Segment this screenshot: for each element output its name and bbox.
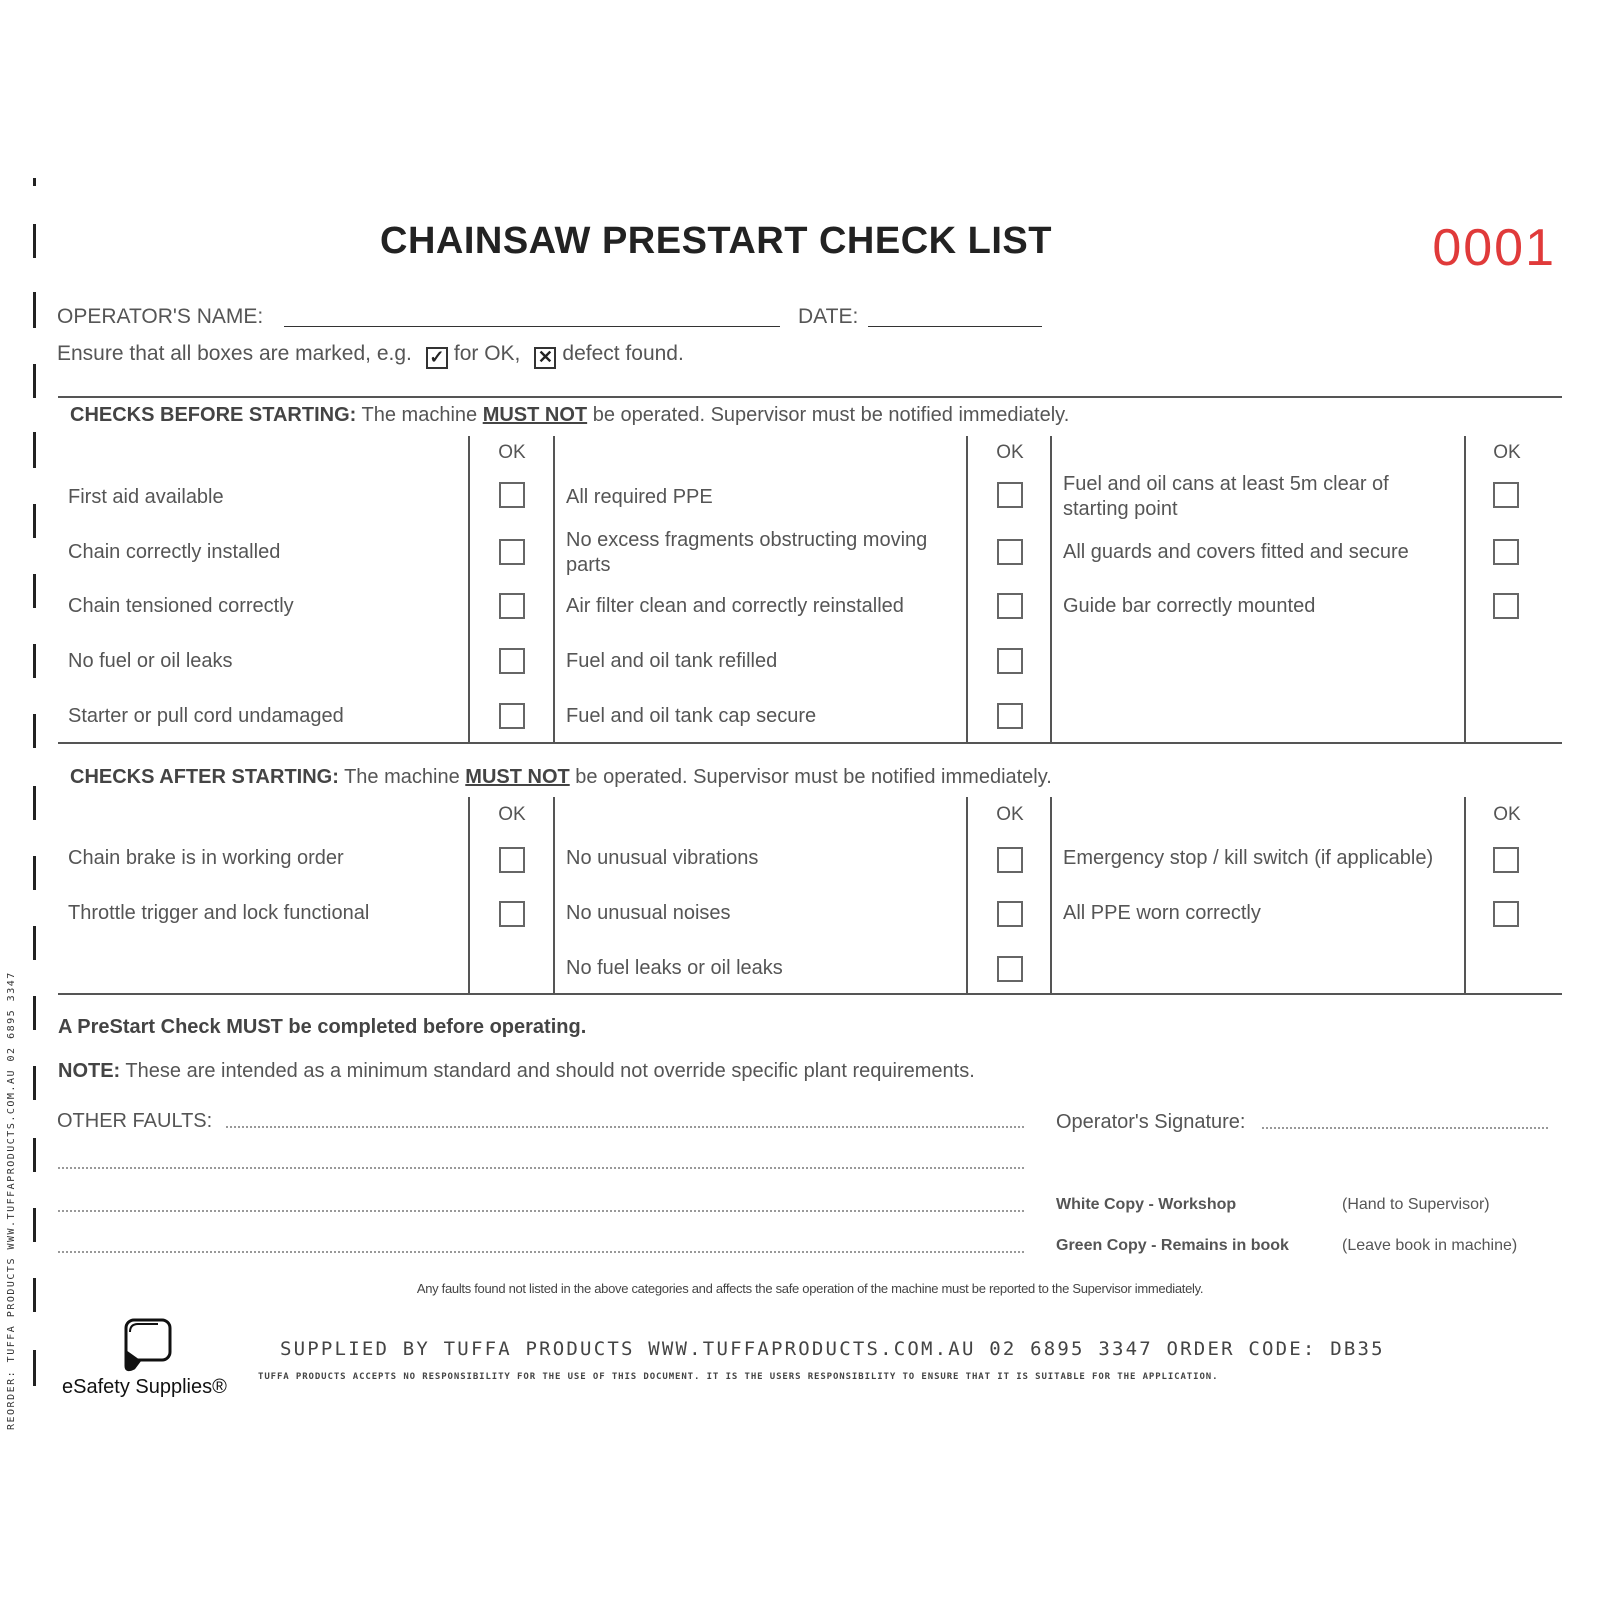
column-divider	[468, 797, 470, 993]
binding-mark	[33, 926, 36, 960]
supplied-by-line: SUPPLIED BY TUFFA PRODUCTS WWW.TUFFAPRODUCTS.COM.AU 02 6895 3347 ORDER CODE: DB35	[280, 1338, 1385, 1360]
binding-mark	[33, 224, 36, 258]
check-item: Fuel and oil cans at least 5m clear of starting point	[1063, 473, 1389, 520]
date-field[interactable]	[868, 326, 1042, 327]
after-section-heading	[70, 766, 1052, 789]
binding-mark	[33, 432, 36, 468]
column-divider	[1464, 436, 1466, 742]
after-heading-text1: The machine	[344, 766, 460, 788]
binding-mark	[33, 1066, 36, 1100]
ok-checkbox[interactable]	[997, 593, 1023, 619]
ok-checkbox[interactable]	[997, 648, 1023, 674]
before-heading-text2: be operated. Supervisor must be notified immediately.	[592, 404, 1070, 426]
ok-checkbox[interactable]	[997, 539, 1023, 565]
check-item: Fuel and oil tank refilled	[566, 650, 778, 672]
check-item: Chain tensioned correctly	[68, 595, 294, 617]
ok-checkbox[interactable]	[997, 901, 1023, 927]
for-ok-text: for OK,	[453, 342, 521, 365]
after-heading-bold: CHECKS AFTER STARTING:	[70, 766, 339, 788]
before-heading-text1: The machine	[361, 404, 478, 426]
note-label: NOTE:	[58, 1060, 121, 1082]
check-item: No fuel leaks or oil leaks	[566, 957, 783, 979]
green-copy-note: (Leave book in machine)	[1342, 1237, 1518, 1254]
ensure-text: Ensure that all boxes are marked, e.g.	[57, 342, 412, 365]
ok-header: OK	[1493, 442, 1521, 463]
ok-header: OK	[498, 804, 526, 825]
divider	[58, 396, 1562, 398]
reorder-side-text: REORDER: TUFFA PRODUCTS WWW.TUFFAPRODUCTS.COM.AU 02 6895 3347	[6, 971, 17, 1430]
binding-mark	[33, 644, 36, 678]
binding-mark	[33, 856, 36, 890]
ok-checkbox[interactable]	[499, 703, 525, 729]
ok-checkbox[interactable]	[499, 847, 525, 873]
ok-checkbox[interactable]	[997, 482, 1023, 508]
after-heading-text2: be operated. Supervisor must be notified immediately.	[575, 766, 1052, 788]
prestart-notice	[58, 1016, 586, 1039]
ok-checkbox[interactable]	[499, 539, 525, 565]
column-divider	[966, 436, 968, 742]
ok-checkbox[interactable]	[1493, 482, 1519, 508]
check-item: All PPE worn correctly	[1063, 902, 1261, 924]
prestart-notice-text: A PreStart Check MUST be completed before operating.	[58, 1016, 587, 1038]
cross-example-icon: ✕	[534, 347, 556, 369]
check-item: No excess fragments obstructing moving parts	[566, 529, 928, 576]
binding-mark	[33, 1208, 36, 1242]
divider	[58, 993, 1562, 995]
divider	[58, 742, 1562, 744]
ok-checkbox[interactable]	[499, 901, 525, 927]
ok-checkbox[interactable]	[499, 648, 525, 674]
other-faults-field[interactable]	[58, 1210, 1024, 1212]
before-heading-must-not: MUST NOT	[482, 404, 588, 426]
binding-mark	[33, 786, 36, 820]
other-faults-field[interactable]	[58, 1167, 1024, 1169]
signature-label: Operator's Signature:	[1056, 1111, 1246, 1133]
white-copy-label: White Copy - Workshop	[1056, 1196, 1237, 1213]
check-item: Emergency stop / kill switch (if applicable)	[1063, 847, 1434, 869]
note-text: These are intended as a minimum standard and should not override specific plant requirements.	[125, 1060, 975, 1082]
serial-number: 0001	[1432, 219, 1556, 277]
binding-mark	[33, 1350, 36, 1386]
instructions-line	[57, 342, 684, 369]
operator-name-field[interactable]	[284, 326, 780, 327]
check-item: Guide bar correctly mounted	[1063, 595, 1316, 617]
ok-checkbox[interactable]	[1493, 593, 1519, 619]
ok-checkbox[interactable]	[997, 956, 1023, 982]
binding-mark	[33, 714, 36, 748]
chat-bubble-logo-icon	[120, 1316, 180, 1376]
white-copy-note: (Hand to Supervisor)	[1342, 1196, 1490, 1213]
check-item: Throttle trigger and lock functional	[68, 902, 370, 924]
check-item: Fuel and oil tank cap secure	[566, 705, 817, 727]
faults-disclaimer: Any faults found not listed in the above categories and affects the safe operation of the machine must be reported to the Supervisor immediately.	[416, 1281, 1204, 1296]
ok-header: OK	[498, 442, 526, 463]
date-label: DATE:	[798, 305, 859, 328]
ok-checkbox[interactable]	[1493, 901, 1519, 927]
logo-text: eSafety Supplies®	[62, 1376, 227, 1398]
other-faults-field[interactable]	[58, 1251, 1024, 1253]
column-divider	[1464, 797, 1466, 993]
binding-mark	[33, 364, 36, 398]
binding-mark	[33, 292, 36, 328]
ok-checkbox[interactable]	[1493, 847, 1519, 873]
binding-mark	[33, 504, 36, 538]
ok-checkbox[interactable]	[997, 703, 1023, 729]
check-item: No fuel or oil leaks	[68, 650, 233, 672]
signature-field[interactable]	[1262, 1127, 1548, 1129]
ok-header: OK	[996, 804, 1024, 825]
binding-mark	[33, 178, 36, 186]
page-title: CHAINSAW PRESTART CHECK LIST	[380, 220, 1052, 262]
before-heading-bold: CHECKS BEFORE STARTING:	[70, 404, 357, 426]
check-item: No unusual vibrations	[566, 847, 759, 869]
check-item: No unusual noises	[566, 902, 731, 924]
green-copy-label: Green Copy - Remains in book	[1056, 1237, 1289, 1254]
check-item: Chain correctly installed	[68, 541, 281, 563]
ok-checkbox[interactable]	[499, 482, 525, 508]
column-divider	[553, 436, 555, 742]
note-line	[58, 1060, 975, 1083]
check-item: All guards and covers fitted and secure	[1063, 541, 1409, 563]
responsibility-line: TUFFA PRODUCTS ACCEPTS NO RESPONSIBILITY FOR THE USE OF THIS DOCUMENT. IT IS THE USERS RESPONSIBILITY TO ENSURE THAT IT IS SUITABLE FOR THE APPLICATION.	[258, 1372, 1219, 1382]
binding-mark	[33, 996, 36, 1030]
other-faults-label: OTHER FAULTS:	[57, 1110, 213, 1132]
after-heading-must-not: MUST NOT	[465, 766, 570, 788]
ok-header: OK	[996, 442, 1024, 463]
other-faults-field[interactable]	[226, 1126, 1024, 1128]
binding-mark	[33, 574, 36, 608]
tick-example-icon: ✓	[426, 347, 448, 369]
check-item: Chain brake is in working order	[68, 847, 344, 869]
column-divider	[1050, 436, 1052, 742]
column-divider	[1050, 797, 1052, 993]
ok-header: OK	[1493, 804, 1521, 825]
ok-checkbox[interactable]	[1493, 539, 1519, 565]
ok-checkbox[interactable]	[997, 847, 1023, 873]
check-item: Starter or pull cord undamaged	[68, 705, 344, 727]
defect-text: defect found.	[562, 342, 684, 365]
binding-mark	[33, 1138, 36, 1172]
before-section-heading	[70, 404, 1069, 427]
column-divider	[966, 797, 968, 993]
ok-checkbox[interactable]	[499, 593, 525, 619]
check-item: All required PPE	[566, 486, 713, 508]
esafety-logo	[62, 1316, 242, 1406]
column-divider	[553, 797, 555, 993]
check-item: First aid available	[68, 486, 224, 508]
check-item: Air filter clean and correctly reinstalled	[566, 595, 904, 617]
column-divider	[468, 436, 470, 742]
operator-name-label: OPERATOR'S NAME:	[57, 305, 264, 328]
